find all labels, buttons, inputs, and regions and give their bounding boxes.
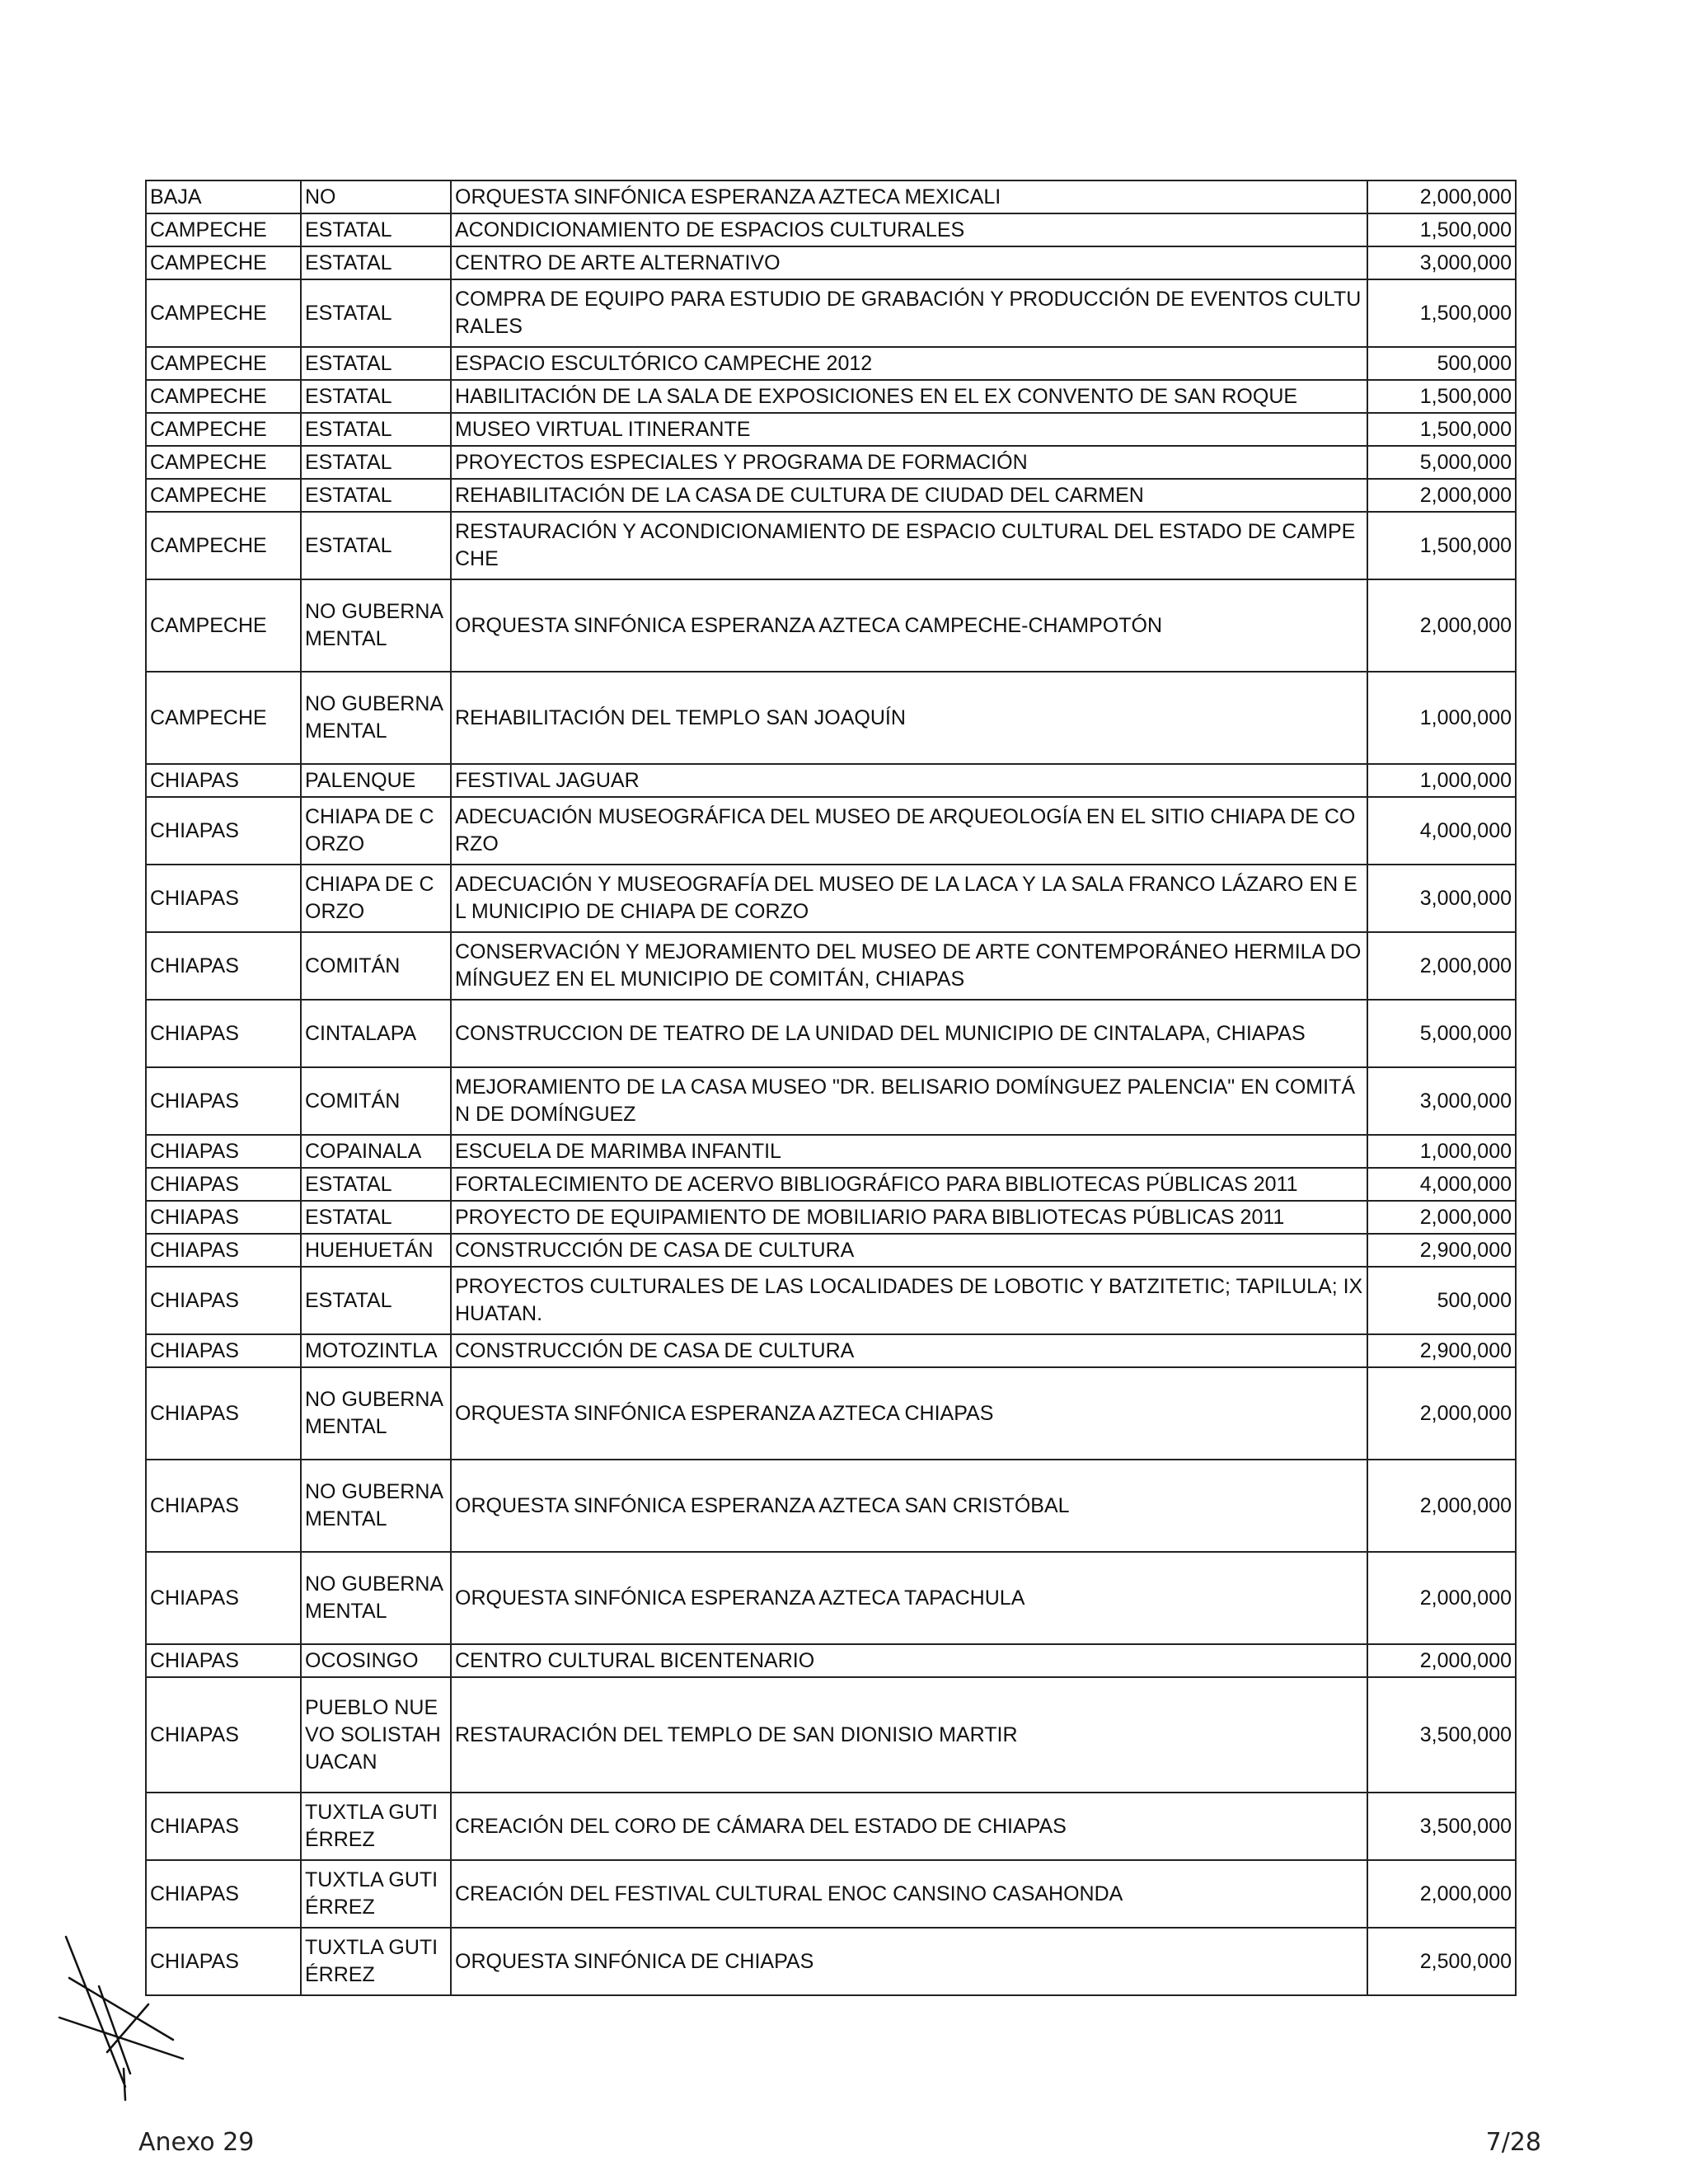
table-row [146, 1644, 1516, 1677]
table-body [146, 180, 1516, 1995]
projects-table [145, 180, 1517, 1996]
project-cell: PROYECTOS ESPECIALES Y PROGRAMA DE FORMACIÓN [451, 446, 1367, 479]
project-cell: ADECUACIÓN Y MUSEOGRAFÍA DEL MUSEO DE LA LACA Y LA SALA FRANCO LÁZARO EN EL MUNICIPIO DE CHIAPA DE CORZO [451, 865, 1367, 932]
amount-cell: 2,000,000 [1367, 1367, 1516, 1460]
project-cell: ADECUACIÓN MUSEOGRÁFICA DEL MUSEO DE ARQUEOLOGÍA EN EL SITIO CHIAPA DE CORZO [451, 797, 1367, 865]
type-cell: ESTATAL [301, 1201, 451, 1234]
type-cell: NO [301, 180, 451, 213]
state-cell: CHIAPAS [146, 1135, 301, 1168]
table-row [146, 246, 1516, 279]
type-cell: COMITÁN [301, 932, 451, 1000]
project-cell: PROYECTOS CULTURALES DE LAS LOCALIDADES DE LOBOTIC Y BATZITETIC; TAPILULA; IXHUATAN. [451, 1267, 1367, 1334]
table-row [146, 479, 1516, 512]
amount-cell: 1,000,000 [1367, 672, 1516, 764]
table-row [146, 512, 1516, 579]
table-row [146, 1000, 1516, 1067]
type-cell: COMITÁN [301, 1067, 451, 1135]
state-cell: BAJA [146, 180, 301, 213]
project-cell: MEJORAMIENTO DE LA CASA MUSEO "DR. BELISARIO DOMÍNGUEZ PALENCIA" EN COMITÁN DE DOMÍNGUEZ [451, 1067, 1367, 1135]
type-cell: OCOSINGO [301, 1644, 451, 1677]
amount-cell: 5,000,000 [1367, 446, 1516, 479]
signature-mark [49, 1929, 214, 2110]
project-cell: ORQUESTA SINFÓNICA ESPERANZA AZTECA SAN CRISTÓBAL [451, 1460, 1367, 1552]
type-cell: TUXTLA GUTIÉRREZ [301, 1860, 451, 1928]
type-cell: PUEBLO NUEVO SOLISTAHUACAN [301, 1677, 451, 1793]
table-row [146, 932, 1516, 1000]
table-row [146, 1334, 1516, 1367]
project-cell: FORTALECIMIENTO DE ACERVO BIBLIOGRÁFICO PARA BIBLIOTECAS PÚBLICAS 2011 [451, 1168, 1367, 1201]
table-row [146, 764, 1516, 797]
annex-label: Anexo 29 [138, 2128, 255, 2157]
amount-cell: 1,500,000 [1367, 380, 1516, 413]
amount-cell: 2,000,000 [1367, 1460, 1516, 1552]
state-cell: CHIAPAS [146, 1644, 301, 1677]
amount-cell: 500,000 [1367, 347, 1516, 380]
type-cell: ESTATAL [301, 347, 451, 380]
state-cell: CAMPECHE [146, 446, 301, 479]
project-cell: CONSTRUCCION DE TEATRO DE LA UNIDAD DEL MUNICIPIO DE CINTALAPA, CHIAPAS [451, 1000, 1367, 1067]
table-row [146, 865, 1516, 932]
state-cell: CHIAPAS [146, 1860, 301, 1928]
amount-cell: 4,000,000 [1367, 797, 1516, 865]
type-cell: HUEHUETÁN [301, 1234, 451, 1267]
state-cell: CAMPECHE [146, 512, 301, 579]
type-cell: ESTATAL [301, 213, 451, 246]
project-cell: CENTRO DE ARTE ALTERNATIVO [451, 246, 1367, 279]
project-cell: ACONDICIONAMIENTO DE ESPACIOS CULTURALES [451, 213, 1367, 246]
amount-cell: 2,000,000 [1367, 479, 1516, 512]
type-cell: NO GUBERNAMENTAL [301, 1460, 451, 1552]
table-row [146, 1793, 1516, 1860]
amount-cell: 2,000,000 [1367, 1552, 1516, 1644]
state-cell: CHIAPAS [146, 1067, 301, 1135]
amount-cell: 3,500,000 [1367, 1677, 1516, 1793]
state-cell: CAMPECHE [146, 672, 301, 764]
project-cell: ESPACIO ESCULTÓRICO CAMPECHE 2012 [451, 347, 1367, 380]
type-cell: CHIAPA DE CORZO [301, 797, 451, 865]
project-cell: CREACIÓN DEL FESTIVAL CULTURAL ENOC CANSINO CASAHONDA [451, 1860, 1367, 1928]
amount-cell: 1,500,000 [1367, 413, 1516, 446]
page-number: 7/28 [1485, 2128, 1541, 2157]
project-cell: CREACIÓN DEL CORO DE CÁMARA DEL ESTADO DE CHIAPAS [451, 1793, 1367, 1860]
state-cell: CAMPECHE [146, 380, 301, 413]
project-cell: ORQUESTA SINFÓNICA DE CHIAPAS [451, 1928, 1367, 1995]
type-cell: NO GUBERNAMENTAL [301, 1367, 451, 1460]
state-cell: CHIAPAS [146, 1234, 301, 1267]
project-cell: RESTAURACIÓN Y ACONDICIONAMIENTO DE ESPACIO CULTURAL DEL ESTADO DE CAMPECHE [451, 512, 1367, 579]
table-row [146, 347, 1516, 380]
amount-cell: 1,500,000 [1367, 213, 1516, 246]
table-row [146, 380, 1516, 413]
project-cell: COMPRA DE EQUIPO PARA ESTUDIO DE GRABACIÓN Y PRODUCCIÓN DE EVENTOS CULTURALES [451, 279, 1367, 347]
state-cell: CAMPECHE [146, 246, 301, 279]
table-row [146, 1201, 1516, 1234]
state-cell: CHIAPAS [146, 1367, 301, 1460]
state-cell: CAMPECHE [146, 479, 301, 512]
table-row [146, 1677, 1516, 1793]
table-row [146, 579, 1516, 672]
type-cell: NO GUBERNAMENTAL [301, 672, 451, 764]
type-cell: ESTATAL [301, 380, 451, 413]
type-cell: ESTATAL [301, 1267, 451, 1334]
amount-cell: 5,000,000 [1367, 1000, 1516, 1067]
state-cell: CAMPECHE [146, 279, 301, 347]
amount-cell: 4,000,000 [1367, 1168, 1516, 1201]
project-cell: MUSEO VIRTUAL ITINERANTE [451, 413, 1367, 446]
table-row [146, 1460, 1516, 1552]
amount-cell: 2,900,000 [1367, 1334, 1516, 1367]
project-cell: CENTRO CULTURAL BICENTENARIO [451, 1644, 1367, 1677]
state-cell: CAMPECHE [146, 213, 301, 246]
type-cell: TUXTLA GUTIÉRREZ [301, 1928, 451, 1995]
state-cell: CAMPECHE [146, 347, 301, 380]
table-row [146, 1928, 1516, 1995]
amount-cell: 2,000,000 [1367, 1860, 1516, 1928]
project-cell: CONSERVACIÓN Y MEJORAMIENTO DEL MUSEO DE ARTE CONTEMPORÁNEO HERMILA DOMÍNGUEZ EN EL MUNICIPIO DE COMITÁN, CHIAPAS [451, 932, 1367, 1000]
type-cell: NO GUBERNAMENTAL [301, 1552, 451, 1644]
type-cell: TUXTLA GUTIÉRREZ [301, 1793, 451, 1860]
type-cell: ESTATAL [301, 1168, 451, 1201]
type-cell: ESTATAL [301, 479, 451, 512]
state-cell: CHIAPAS [146, 1267, 301, 1334]
amount-cell: 3,000,000 [1367, 1067, 1516, 1135]
amount-cell: 3,000,000 [1367, 246, 1516, 279]
table-row [146, 1168, 1516, 1201]
state-cell: CHIAPAS [146, 1677, 301, 1793]
state-cell: CHIAPAS [146, 1928, 301, 1995]
table-row [146, 1267, 1516, 1334]
table-row [146, 213, 1516, 246]
project-cell: FESTIVAL JAGUAR [451, 764, 1367, 797]
state-cell: CAMPECHE [146, 413, 301, 446]
state-cell: CHIAPAS [146, 764, 301, 797]
state-cell: CHIAPAS [146, 1793, 301, 1860]
project-cell: PROYECTO DE EQUIPAMIENTO DE MOBILIARIO PARA BIBLIOTECAS PÚBLICAS 2011 [451, 1201, 1367, 1234]
table-row [146, 413, 1516, 446]
type-cell: NO GUBERNAMENTAL [301, 579, 451, 672]
amount-cell: 2,000,000 [1367, 1201, 1516, 1234]
state-cell: CHIAPAS [146, 1168, 301, 1201]
table-row [146, 180, 1516, 213]
table-row [146, 1367, 1516, 1460]
type-cell: ESTATAL [301, 246, 451, 279]
table-row [146, 1552, 1516, 1644]
state-cell: CHIAPAS [146, 1201, 301, 1234]
amount-cell: 2,900,000 [1367, 1234, 1516, 1267]
project-cell: HABILITACIÓN DE LA SALA DE EXPOSICIONES EN EL EX CONVENTO DE SAN ROQUE [451, 380, 1367, 413]
table-row [146, 1234, 1516, 1267]
project-cell: ORQUESTA SINFÓNICA ESPERANZA AZTECA MEXICALI [451, 180, 1367, 213]
type-cell: ESTATAL [301, 413, 451, 446]
type-cell: CHIAPA DE CORZO [301, 865, 451, 932]
amount-cell: 2,000,000 [1367, 1644, 1516, 1677]
state-cell: CHIAPAS [146, 1334, 301, 1367]
project-cell: RESTAURACIÓN DEL TEMPLO DE SAN DIONISIO MARTIR [451, 1677, 1367, 1793]
table-row [146, 797, 1516, 865]
type-cell: MOTOZINTLA [301, 1334, 451, 1367]
type-cell: ESTATAL [301, 512, 451, 579]
state-cell: CHIAPAS [146, 1000, 301, 1067]
table-row [146, 1135, 1516, 1168]
amount-cell: 3,000,000 [1367, 865, 1516, 932]
table-row [146, 446, 1516, 479]
state-cell: CHIAPAS [146, 1552, 301, 1644]
amount-cell: 1,500,000 [1367, 512, 1516, 579]
project-cell: REHABILITACIÓN DEL TEMPLO SAN JOAQUÍN [451, 672, 1367, 764]
project-cell: ORQUESTA SINFÓNICA ESPERANZA AZTECA TAPACHULA [451, 1552, 1367, 1644]
type-cell: CINTALAPA [301, 1000, 451, 1067]
project-cell: ORQUESTA SINFÓNICA ESPERANZA AZTECA CHIAPAS [451, 1367, 1367, 1460]
amount-cell: 500,000 [1367, 1267, 1516, 1334]
project-cell: ORQUESTA SINFÓNICA ESPERANZA AZTECA CAMPECHE-CHAMPOTÓN [451, 579, 1367, 672]
state-cell: CHIAPAS [146, 1460, 301, 1552]
amount-cell: 2,000,000 [1367, 932, 1516, 1000]
amount-cell: 3,500,000 [1367, 1793, 1516, 1860]
state-cell: CAMPECHE [146, 579, 301, 672]
table-row [146, 279, 1516, 347]
amount-cell: 1,500,000 [1367, 279, 1516, 347]
project-cell: ESCUELA DE MARIMBA INFANTIL [451, 1135, 1367, 1168]
table-row [146, 1067, 1516, 1135]
table-row [146, 1860, 1516, 1928]
state-cell: CHIAPAS [146, 932, 301, 1000]
table-row [146, 672, 1516, 764]
type-cell: PALENQUE [301, 764, 451, 797]
state-cell: CHIAPAS [146, 865, 301, 932]
project-cell: CONSTRUCCIÓN DE CASA DE CULTURA [451, 1234, 1367, 1267]
project-cell: CONSTRUCCIÓN DE CASA DE CULTURA [451, 1334, 1367, 1367]
project-cell: REHABILITACIÓN DE LA CASA DE CULTURA DE CIUDAD DEL CARMEN [451, 479, 1367, 512]
amount-cell: 2,500,000 [1367, 1928, 1516, 1995]
state-cell: CHIAPAS [146, 797, 301, 865]
amount-cell: 2,000,000 [1367, 579, 1516, 672]
amount-cell: 2,000,000 [1367, 180, 1516, 213]
type-cell: COPAINALA [301, 1135, 451, 1168]
amount-cell: 1,000,000 [1367, 764, 1516, 797]
amount-cell: 1,000,000 [1367, 1135, 1516, 1168]
type-cell: ESTATAL [301, 446, 451, 479]
type-cell: ESTATAL [301, 279, 451, 347]
